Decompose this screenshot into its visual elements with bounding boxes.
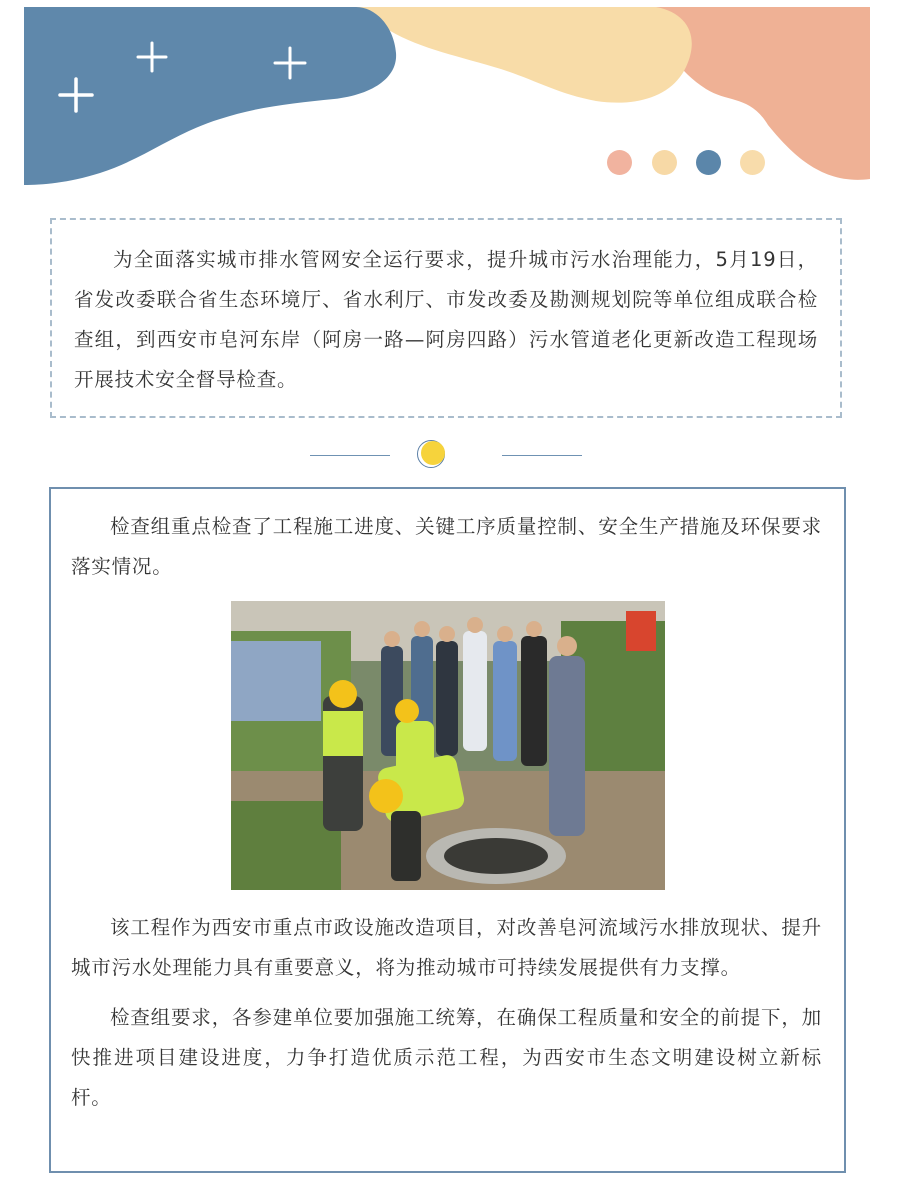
body-paragraph-1: 检查组重点检查了工程施工进度、关键工序质量控制、安全生产措施及环保要求落实情况。 bbox=[71, 515, 822, 578]
section-divider bbox=[310, 438, 585, 470]
body-paragraph-3: 检查组要求，各参建单位要加强施工统筹，在确保工程质量和安全的前提下，加快推进项目建设进度，力争打造优质示范工程，为西安市生态文明建设树立新标杆。 bbox=[71, 1006, 822, 1109]
site-inspection-photo bbox=[231, 601, 665, 890]
intro-paragraph: 为全面落实城市排水管网安全运行要求，提升城市污水治理能力，5月19日，省发改委联合省生态环境厅、省水利厅、市发改委及勘测规划院等单位组成联合检查组，到西安市皂河东岸（阿房一路—阿房四路）污水管道老化更新改造工程现场开展技术安全督导检查。 bbox=[74, 248, 818, 391]
body-paragraph-2: 该工程作为西安市重点市政设施改造项目，对改善皂河流域污水排放现状、提升城市污水处理能力具有重要意义，将为推动城市可持续发展提供有力支撑。 bbox=[71, 916, 822, 979]
dot-light-cream bbox=[740, 150, 765, 175]
main-content-box bbox=[49, 487, 846, 1173]
dot-cream bbox=[652, 150, 677, 175]
divider-line-left bbox=[310, 455, 390, 456]
intro-box bbox=[50, 218, 842, 418]
dot-blue bbox=[696, 150, 721, 175]
banner-cream-wave bbox=[354, 7, 692, 103]
dot-peach bbox=[607, 150, 632, 175]
divider-line-right bbox=[502, 455, 582, 456]
divider-dot bbox=[421, 441, 445, 465]
decorative-dots bbox=[607, 150, 777, 176]
